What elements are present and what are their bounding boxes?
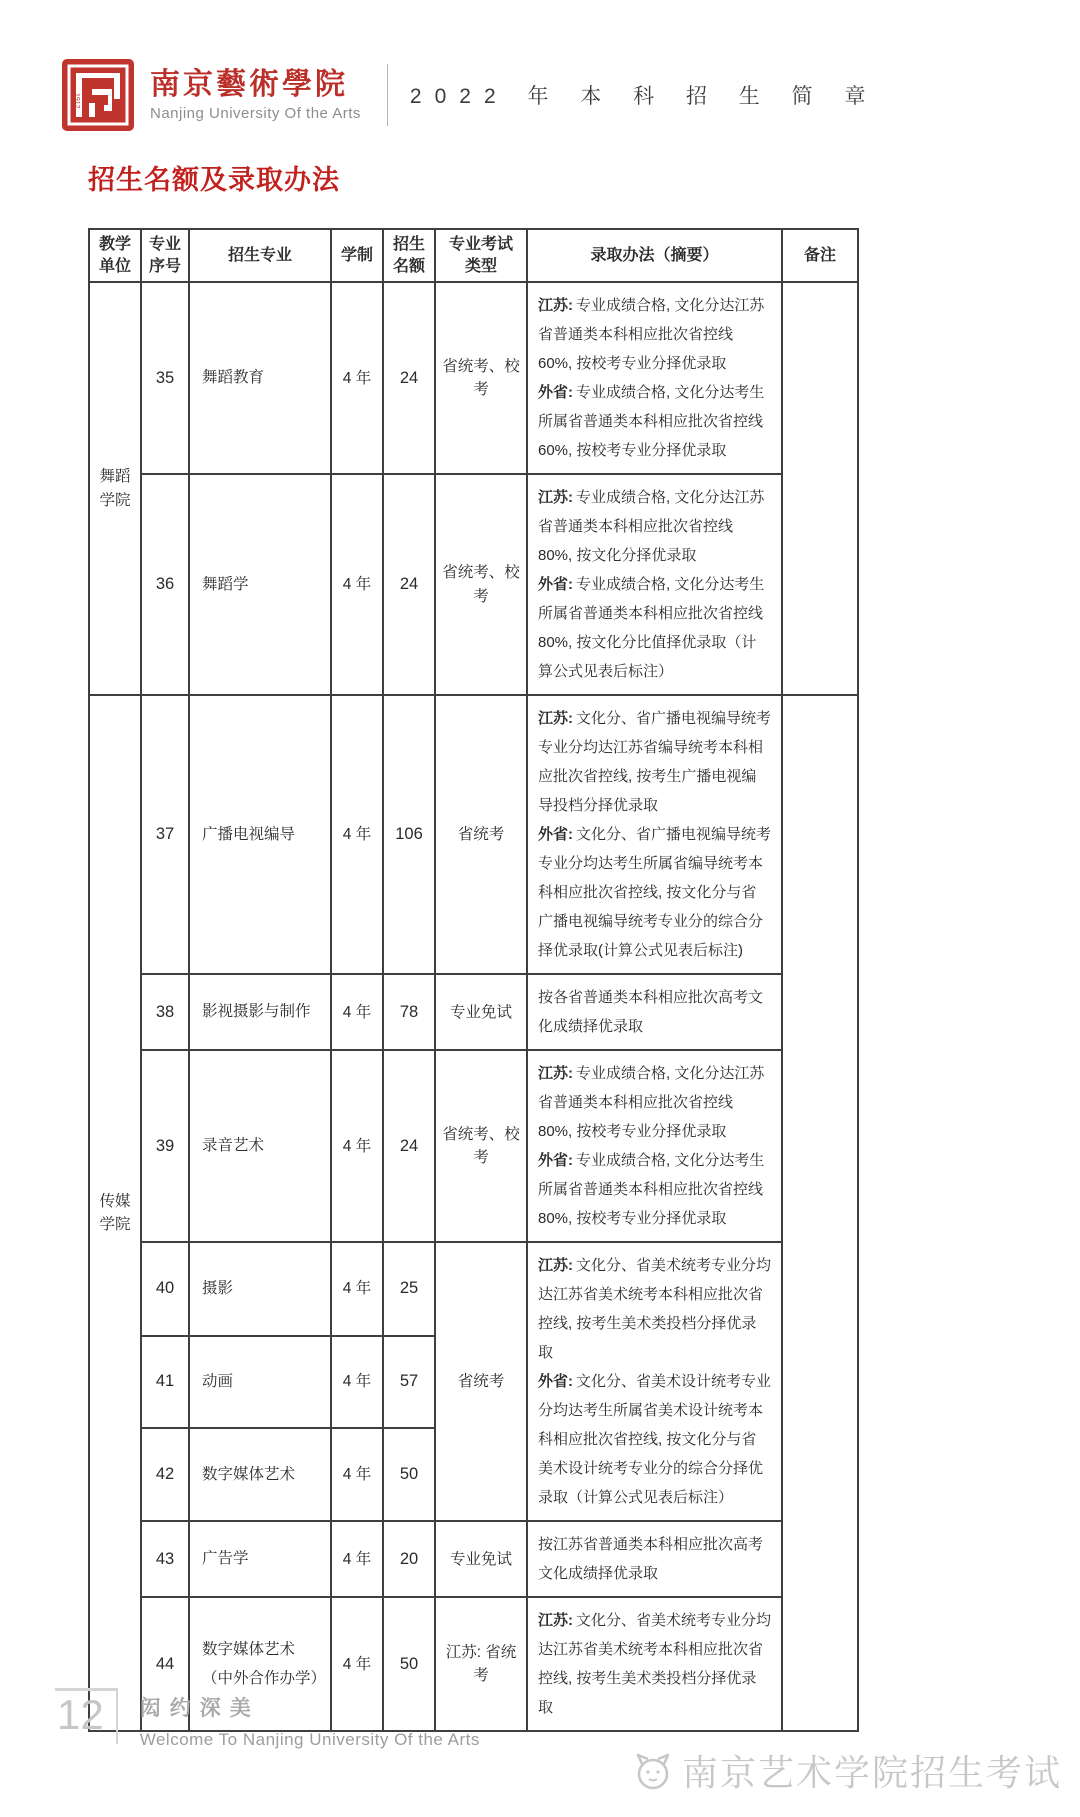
table-row <box>89 1050 858 1242</box>
duration-cell: 4 年 <box>331 1336 383 1428</box>
quota-cell: 78 <box>383 974 435 1050</box>
enrollment-table <box>88 228 859 1732</box>
admission-method-cell: 江苏: 专业成绩合格, 文化分达江苏省普通类本科相应批次省控线 80%, 按文化分择优录取 外省: 专业成绩合格, 文化分达考生所属省普通类本科相应批次省控线 80%, 按文化分比值择优录取（计算公式见表后标注） <box>527 474 782 695</box>
duration-cell: 4 年 <box>331 1428 383 1521</box>
admission-method-cell: 江苏: 专业成绩合格, 文化分达江苏省普通类本科相应批次省控线 60%, 按校考专业分择优录取 外省: 专业成绩合格, 文化分达考生所属省普通类本科相应批次省控线 60%, 按校考专业分择优录取 <box>527 282 782 474</box>
seq-cell: 42 <box>141 1428 189 1521</box>
seq-cell: 36 <box>141 474 189 695</box>
seq-cell: 43 <box>141 1521 189 1597</box>
quota-cell: 24 <box>383 474 435 695</box>
duration-cell: 4 年 <box>331 695 383 974</box>
major-cell: 舞蹈学 <box>189 474 331 695</box>
quota-cell: 25 <box>383 1242 435 1335</box>
col-header-teaching-unit: 教学单位 <box>89 229 141 282</box>
unit-cell-dance-college: 舞蹈学院 <box>89 282 141 695</box>
major-cell: 动画 <box>189 1336 331 1428</box>
welcome-text: Welcome To Nanjing University Of the Arts <box>139 1730 480 1749</box>
university-name-cn: 南京藝術學院 <box>150 68 348 101</box>
seq-cell: 40 <box>141 1242 189 1335</box>
quota-cell: 50 <box>383 1428 435 1521</box>
page-header <box>62 55 1040 135</box>
duration-cell: 4 年 <box>331 1242 383 1335</box>
watermark <box>630 1745 1062 1796</box>
exam-type-cell: 省统考、校考 <box>435 1050 527 1242</box>
col-header-admission-method: 录取办法（摘要） <box>527 229 782 282</box>
mascot-icon <box>630 1748 676 1794</box>
exam-type-cell-merged: 省统考 <box>435 1242 527 1521</box>
exam-type-cell: 专业免试 <box>435 1521 527 1597</box>
page-footer <box>55 1688 480 1750</box>
header-divider <box>387 64 388 126</box>
remark-cell <box>782 695 858 1731</box>
exam-type-cell: 省统考 <box>435 695 527 974</box>
exam-type-cell: 江苏: 省统考 <box>435 1597 527 1731</box>
quota-cell: 24 <box>383 1050 435 1242</box>
table-row <box>89 282 858 474</box>
table-header-row <box>89 229 858 282</box>
col-header-remarks: 备注 <box>782 229 858 282</box>
school-motto: 闳约深美 <box>139 1697 260 1720</box>
major-cell: 影视摄影与制作 <box>189 974 331 1050</box>
major-cell: 数字媒体艺术 <box>189 1428 331 1521</box>
major-cell: 摄影 <box>189 1242 331 1335</box>
brochure-title: 2022 年 本 科 招 生 简 章 <box>409 85 879 108</box>
quota-cell: 20 <box>383 1521 435 1597</box>
quota-cell: 106 <box>383 695 435 974</box>
admission-method-cell: 江苏: 文化分、省美术统考专业分均达江苏省美术统考本科相应批次省控线, 按考生美术类投档分择优录取 <box>527 1597 782 1731</box>
seq-cell: 39 <box>141 1050 189 1242</box>
section-title: 招生名额及录取办法 <box>88 165 340 195</box>
watermark-text: 南京艺术学院招生考试 <box>681 1752 1062 1793</box>
university-seal-logo-icon <box>62 59 134 131</box>
col-header-duration: 学制 <box>331 229 383 282</box>
col-header-major: 招生专业 <box>189 229 331 282</box>
table-row <box>89 1521 858 1597</box>
university-name-block <box>150 68 361 122</box>
duration-cell: 4 年 <box>331 282 383 474</box>
admission-method-cell-merged: 江苏: 文化分、省美术统考专业分均达江苏省美术统考本科相应批次省控线, 按考生美术类投档分择优录取 外省: 文化分、省美术设计统考专业分均达考生所属省美术设计统考本科相应批次省控线, 按文化分与省美术设计统考专业分的综合分择优录取（计算公式见表后标注） <box>527 1242 782 1521</box>
page-number: 12 <box>55 1688 118 1744</box>
seq-cell: 44 <box>141 1597 189 1731</box>
seq-cell: 37 <box>141 695 189 974</box>
unit-cell-media-college: 传媒学院 <box>89 695 141 1731</box>
col-header-quota: 招生名额 <box>383 229 435 282</box>
seq-cell: 38 <box>141 974 189 1050</box>
quota-cell: 24 <box>383 282 435 474</box>
exam-type-cell: 省统考、校考 <box>435 282 527 474</box>
major-cell: 广播电视编导 <box>189 695 331 974</box>
seq-cell: 35 <box>141 282 189 474</box>
exam-type-cell: 专业免试 <box>435 974 527 1050</box>
motto-block <box>140 1688 480 1750</box>
exam-type-cell: 省统考、校考 <box>435 474 527 695</box>
seq-cell: 41 <box>141 1336 189 1428</box>
duration-cell: 4 年 <box>331 474 383 695</box>
university-name-en: Nanjing University Of the Arts <box>150 105 361 122</box>
table-row <box>89 1242 858 1335</box>
major-cell: 数字媒体艺术（中外合作办学） <box>189 1597 331 1731</box>
major-cell: 广告学 <box>189 1521 331 1597</box>
table-row <box>89 474 858 695</box>
remark-cell <box>782 282 858 695</box>
admission-method-cell: 江苏: 文化分、省广播电视编导统考专业分均达江苏省编导统考本科相应批次省控线, 按考生广播电视编导投档分择优录取 外省: 文化分、省广播电视编导统考专业分均达考生所属省编导统考本科相应批次省控线, 按文化分与省广播电视编导统考专业分的综合分择优录取(计算公式见表后标注) <box>527 695 782 974</box>
duration-cell: 4 年 <box>331 1597 383 1731</box>
major-cell: 录音艺术 <box>189 1050 331 1242</box>
col-header-major-number: 专业序号 <box>141 229 189 282</box>
svg-text:1912: 1912 <box>73 93 80 109</box>
duration-cell: 4 年 <box>331 1050 383 1242</box>
major-cell: 舞蹈教育 <box>189 282 331 474</box>
quota-cell: 50 <box>383 1597 435 1731</box>
admission-method-cell: 江苏: 专业成绩合格, 文化分达江苏省普通类本科相应批次省控线 80%, 按校考专业分择优录取 外省: 专业成绩合格, 文化分达考生所属省普通类本科相应批次省控线 80%, 按校考专业分择优录取 <box>527 1050 782 1242</box>
col-header-exam-type: 专业考试类型 <box>435 229 527 282</box>
quota-cell: 57 <box>383 1336 435 1428</box>
duration-cell: 4 年 <box>331 1521 383 1597</box>
table-row <box>89 974 858 1050</box>
admission-method-cell: 按各省普通类本科相应批次高考文化成绩择优录取 <box>527 974 782 1050</box>
table-row <box>89 695 858 974</box>
admission-method-cell: 按江苏省普通类本科相应批次高考文化成绩择优录取 <box>527 1521 782 1597</box>
duration-cell: 4 年 <box>331 974 383 1050</box>
